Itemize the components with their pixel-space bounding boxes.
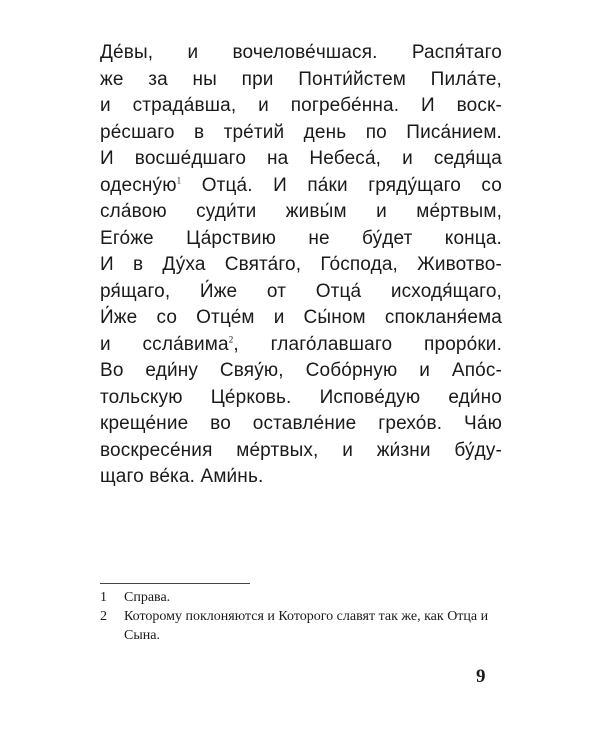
text-line: Де́вы, и вочелове́чшася. Распя́таго — [100, 42, 502, 63]
footnote-divider — [100, 583, 250, 584]
text-line: Во еди́ну Свяу́ю, Собо́рную и Апо́с- — [100, 360, 502, 381]
footnote — [100, 607, 502, 645]
text-fragment: одесну́ю — [100, 174, 177, 196]
page-number: 9 — [476, 666, 486, 687]
footnote-reference: 1 — [176, 175, 182, 186]
text-line: И в Ду́ха Свята́го, Го́спода, Животво- — [100, 254, 502, 275]
footnote-number: 2 — [100, 609, 107, 624]
footnote-number: 1 — [100, 590, 107, 605]
text-line: ре́сшаго в тре́тий день по Писа́нием. — [100, 121, 502, 143]
text-line: тольскую Це́рковь. Испове́дую еди́но — [100, 386, 502, 408]
text-line: И́же со Отце́м и Сы́ном спокланя́ема — [100, 307, 502, 328]
body-paragraph — [100, 40, 502, 491]
footnote-text: Справа. — [124, 590, 171, 605]
footnote-reference: 2 — [228, 334, 234, 345]
footnote-text: Которому поклоняются и Которого славят так же, как Отца и Сына. — [124, 609, 489, 643]
text-line: ря́щаго, И́же от Отца́ исходя́щаго, — [100, 280, 502, 302]
text-line — [100, 332, 502, 359]
text-fragment: , глаго́лавшаго проро́ки. — [233, 333, 502, 355]
footnote — [100, 588, 502, 607]
text-line: и страда́вша, и погребе́нна. И воск- — [100, 95, 502, 116]
text-line: же за ны при Понти́йстем Пила́те, — [100, 68, 502, 90]
text-line: Его́же Ца́рствию не бу́дет конца. — [100, 227, 502, 249]
footnotes — [100, 588, 502, 645]
text-line: И восше́дшаго на Небеса́, и седя́ща — [100, 148, 502, 169]
text-fragment: Отца́. И па́ки гряду́щаго со — [201, 174, 502, 196]
text-line: воскресе́ния ме́ртвых, и жи́зни бу́ду- — [100, 439, 502, 461]
text-line: креще́ние во оставле́ние грехо́в. Ча́ю — [100, 413, 502, 434]
text-line: щаго ве́ка. Ами́нь. — [100, 466, 264, 487]
text-line: сла́вою суди́ти живы́м и ме́ртвым, — [100, 201, 502, 222]
text-line — [100, 173, 502, 200]
text-fragment: и ссла́вима — [100, 333, 229, 355]
